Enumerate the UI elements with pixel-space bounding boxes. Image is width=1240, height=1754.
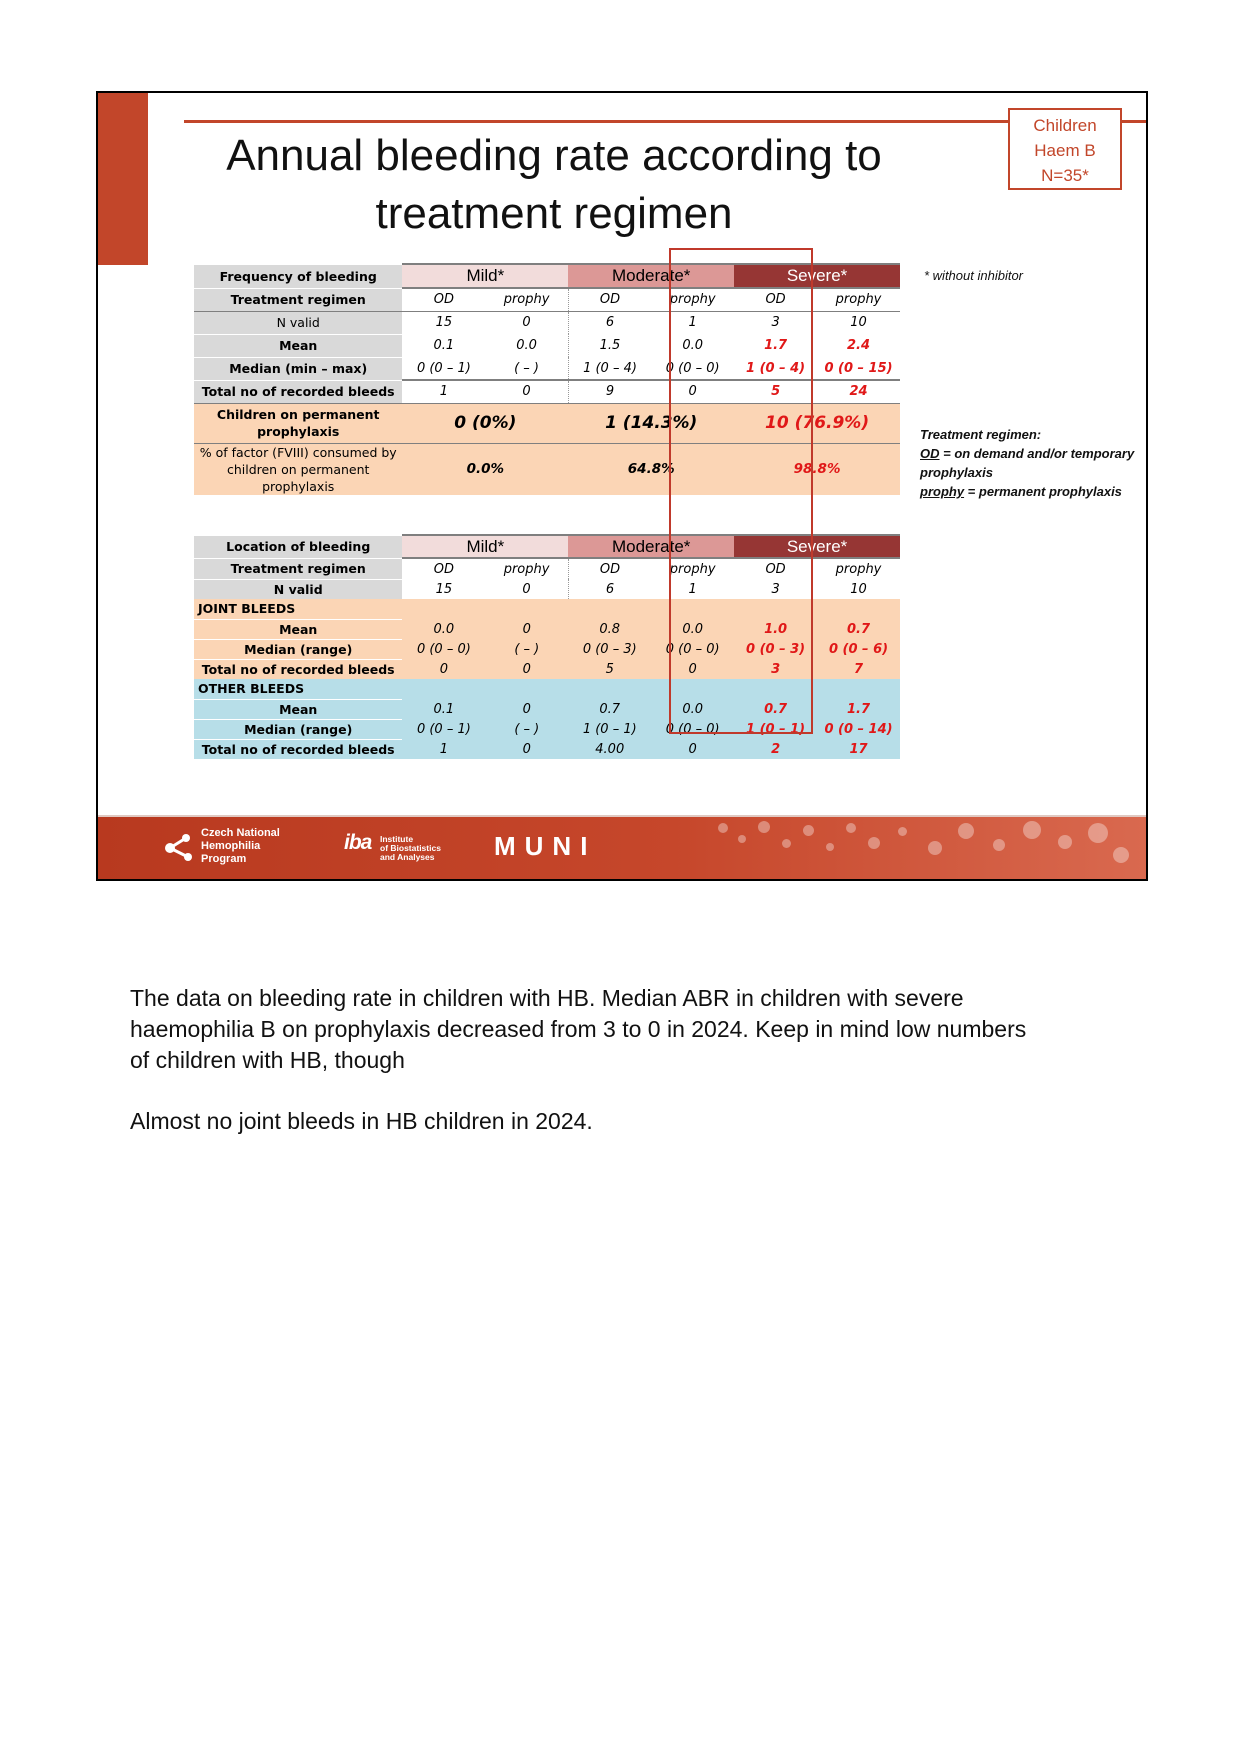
- regimen-label: Treatment regimen: [194, 558, 402, 579]
- table-cell: 1 (0 – 4): [746, 360, 806, 376]
- table-cell: 3: [771, 581, 780, 597]
- permanent-severe: 10 (76.9%): [734, 403, 900, 443]
- table-cell: 0 (0 – 0): [402, 639, 485, 659]
- table-cell: 0.1: [402, 699, 485, 719]
- joint-bleeds-heading: JOINT BLEEDS: [194, 599, 900, 619]
- permanent-prophylaxis-label: Children on permanent prophylaxis: [194, 403, 402, 443]
- table-cell: 0.8: [568, 619, 651, 639]
- slide-title-line1: Annual bleeding rate according to: [226, 131, 882, 180]
- table-cell: 1.7: [764, 338, 788, 353]
- table-cell: 6: [568, 579, 651, 599]
- slide: [96, 91, 1148, 881]
- table-cell: 1 (0 – 1): [568, 719, 651, 739]
- row-label: Median (min – max): [194, 357, 402, 380]
- table-cell: 1: [402, 380, 485, 403]
- table-cell: 9: [568, 380, 651, 403]
- row-label: Median (range): [194, 719, 402, 739]
- table-header-label: Frequency of bleeding: [194, 264, 402, 288]
- table-cell: 1 (0 – 1): [734, 719, 817, 739]
- iba-logo: iba: [344, 831, 372, 854]
- table-cell: 0: [485, 619, 568, 639]
- group-severe: Severe*: [734, 264, 900, 288]
- czech-program-logo: [201, 827, 280, 866]
- regimen-cell: OD: [568, 558, 651, 579]
- cohort-badge: [1008, 108, 1122, 190]
- legend-prophy-text: = permanent prophylaxis: [964, 484, 1122, 499]
- table-cell: 15: [435, 315, 453, 331]
- table-cell: 0.1: [433, 338, 455, 353]
- table-cell: 0.0: [651, 619, 734, 639]
- table-cell: 0: [651, 659, 734, 679]
- table-cell: 0 (0 – 3): [734, 639, 817, 659]
- regimen-label: Treatment regimen: [194, 288, 402, 311]
- badge-line: N=35*: [1041, 166, 1089, 185]
- table-cell: 0: [485, 659, 568, 679]
- table-cell: 0.7: [568, 699, 651, 719]
- table-cell: 1.5: [568, 334, 651, 357]
- legend-od-term: OD: [920, 446, 940, 461]
- logo-line: Hemophilia: [201, 840, 261, 852]
- table-cell: 0 (0 – 14): [817, 719, 900, 739]
- table-cell: 3: [734, 659, 817, 679]
- table-cell: 0.0: [651, 699, 734, 719]
- table-cell: 3: [771, 315, 780, 331]
- table-cell: 2.4: [847, 338, 871, 353]
- note-paragraph-1: The data on bleeding rate in children with HB. Median ABR in children with severe haemophilia B on prophylaxis decreased from 3 to 0 in 2024. Keep in mind low numbers of children with HB, though: [130, 985, 1027, 1073]
- table-cell: 0: [485, 739, 568, 759]
- table-cell: 0 (0 – 3): [568, 639, 651, 659]
- table-cell: 0: [485, 380, 568, 403]
- group-moderate: Moderate*: [568, 535, 734, 558]
- logo-line: Program: [201, 853, 247, 865]
- permanent-moderate: 1 (14.3%): [568, 403, 734, 443]
- group-mild: Mild*: [402, 535, 568, 558]
- logo-line: of Biostatistics: [380, 843, 441, 853]
- network-logo-icon: [164, 833, 198, 863]
- regimen-cell: prophy: [485, 288, 568, 311]
- row-label: Median (range): [194, 639, 402, 659]
- table-cell: 0.7: [734, 699, 817, 719]
- regimen-cell: OD: [734, 288, 817, 311]
- table-cell: 0.7: [817, 619, 900, 639]
- regimen-cell: prophy: [651, 558, 734, 579]
- frequency-table: [194, 263, 900, 495]
- table-cell: ( – ): [514, 360, 540, 376]
- table-cell: 1: [402, 739, 485, 759]
- logo-line: Czech National: [201, 827, 280, 839]
- permanent-mild: 0 (0%): [402, 403, 568, 443]
- badge-line: Children: [1033, 116, 1097, 135]
- table-cell: 10: [850, 315, 867, 331]
- row-label: Total no of recorded bleeds: [194, 380, 402, 403]
- table-cell: 0: [651, 380, 734, 403]
- table-cell: 0 (0 – 0): [651, 719, 734, 739]
- regimen-cell: prophy: [485, 558, 568, 579]
- group-mild: Mild*: [402, 264, 568, 288]
- row-label: N valid: [194, 579, 402, 599]
- title-rule: [184, 120, 1146, 123]
- logo-line: and Analyses: [380, 852, 435, 862]
- table-cell: 0 (0 – 6): [817, 639, 900, 659]
- group-moderate: Moderate*: [568, 264, 734, 288]
- table-cell: 15: [435, 581, 453, 597]
- muni-logo: MUNI: [494, 831, 597, 861]
- table-cell: 4.00: [568, 739, 651, 759]
- badge-line: Haem B: [1034, 141, 1096, 160]
- table-cell: 0: [522, 315, 531, 331]
- slide-footer: [98, 817, 1146, 879]
- regimen-cell: prophy: [817, 558, 900, 579]
- regimen-cell: prophy: [817, 288, 900, 311]
- table-cell: ( – ): [485, 719, 568, 739]
- row-label: Mean: [194, 619, 402, 639]
- regimen-cell: prophy: [651, 288, 734, 311]
- regimen-cell: OD: [402, 558, 485, 579]
- legend-heading: Treatment regimen:: [920, 427, 1042, 442]
- slide-title: [194, 127, 914, 243]
- factor-moderate: 64.8%: [568, 443, 734, 495]
- table-cell: 0: [651, 739, 734, 759]
- other-bleeds-heading: OTHER BLEEDS: [194, 679, 900, 699]
- row-label: Mean: [194, 334, 402, 357]
- table-cell: 0.0: [402, 619, 485, 639]
- row-label: Total no of recorded bleeds: [194, 659, 402, 679]
- table-cell: 0 (0 – 1): [416, 360, 471, 376]
- regimen-legend: [920, 425, 1148, 501]
- table-cell: 2: [734, 739, 817, 759]
- row-label: N valid: [194, 311, 402, 334]
- iba-institute-text: [380, 835, 441, 862]
- table-cell: 1.7: [817, 699, 900, 719]
- row-label: Total no of recorded bleeds: [194, 739, 402, 759]
- table-cell: 1: [688, 315, 697, 331]
- inhibitor-note: * without inhibitor: [924, 268, 1023, 283]
- table-cell: 0 (0 – 15): [824, 360, 893, 376]
- table-cell: 6: [568, 311, 651, 334]
- table-cell: 0 (0 – 1): [402, 719, 485, 739]
- legend-prophy: [920, 482, 1148, 501]
- location-table: [194, 534, 900, 759]
- factor-mild: 0.0%: [402, 443, 568, 495]
- table-cell: 24: [817, 380, 900, 403]
- table-header-label: Location of bleeding: [194, 535, 402, 558]
- table-cell: 7: [817, 659, 900, 679]
- table-cell: 1.0: [734, 619, 817, 639]
- table-cell: 5: [568, 659, 651, 679]
- regimen-cell: OD: [568, 288, 651, 311]
- table-cell: ( – ): [485, 639, 568, 659]
- table-cell: 17: [817, 739, 900, 759]
- group-severe: Severe*: [734, 535, 900, 558]
- row-label: Mean: [194, 699, 402, 719]
- factor-severe: 98.8%: [734, 443, 900, 495]
- legend-od: [920, 444, 1148, 482]
- legend-prophy-term: prophy: [920, 484, 965, 499]
- regimen-cell: OD: [734, 558, 817, 579]
- table-cell: 0: [485, 699, 568, 719]
- accent-bar: [98, 93, 148, 265]
- table-cell: 1: [688, 581, 697, 597]
- legend-od-text: = on demand and/or temporary prophylaxis: [920, 446, 1135, 480]
- table-cell: 0 (0 – 0): [665, 360, 720, 376]
- logo-line: Institute: [380, 834, 414, 844]
- table-cell: 1 (0 – 4): [568, 357, 651, 380]
- table-cell: 5: [734, 380, 817, 403]
- table-cell: 0: [522, 581, 531, 597]
- slide-title-line2: treatment regimen: [375, 189, 733, 238]
- table-cell: 0 (0 – 0): [651, 639, 734, 659]
- factor-consumption-label: % of factor (FVIII) consumed by children on permanent prophylaxis: [194, 443, 402, 495]
- regimen-cell: OD: [402, 288, 485, 311]
- table-cell: 10: [850, 581, 867, 597]
- note-paragraph-2: Almost no joint bleeds in HB children in 2024.: [130, 1108, 593, 1134]
- table-cell: 0: [402, 659, 485, 679]
- table-cell: 0.0: [682, 338, 703, 353]
- table-cell: 0.0: [516, 338, 537, 353]
